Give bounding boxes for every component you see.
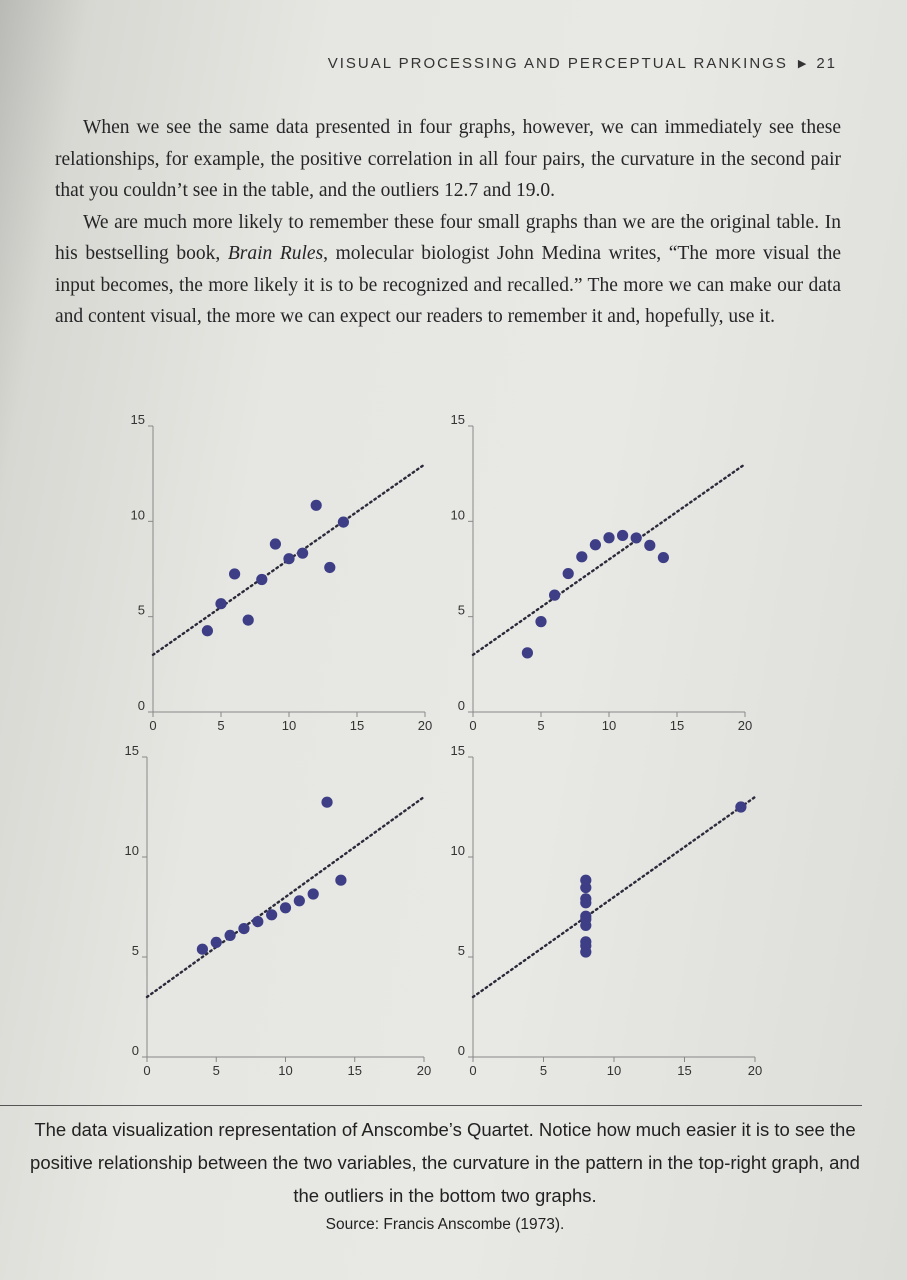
data-point <box>338 516 349 527</box>
scatter-plots-grid <box>115 412 775 1092</box>
data-point <box>658 552 669 563</box>
x-tick-label: 10 <box>601 718 617 733</box>
play-arrow-icon: ▶ <box>797 58 807 70</box>
y-tick-label: 5 <box>137 602 145 618</box>
y-tick-label: 15 <box>124 743 139 758</box>
x-tick-label: 5 <box>539 1063 548 1078</box>
data-point <box>603 532 614 543</box>
x-tick-label: 15 <box>347 1063 362 1078</box>
data-point <box>580 882 591 893</box>
x-tick-label: 5 <box>217 718 225 733</box>
data-point <box>311 500 322 511</box>
data-point <box>297 548 308 559</box>
data-point <box>197 944 208 955</box>
running-header <box>328 55 837 72</box>
data-point <box>535 616 546 627</box>
data-point <box>644 540 655 551</box>
y-tick-label: 10 <box>450 843 465 858</box>
data-point <box>321 797 332 808</box>
data-point <box>243 614 254 625</box>
data-point <box>238 923 249 934</box>
y-tick-label: 10 <box>130 507 145 523</box>
data-point <box>563 568 574 579</box>
page-number: 21 <box>816 55 837 72</box>
data-point <box>211 937 222 948</box>
y-tick-label: 0 <box>137 698 145 713</box>
data-point <box>215 598 226 609</box>
x-tick-label: 10 <box>281 718 297 733</box>
x-tick-label: 10 <box>278 1063 293 1078</box>
y-tick-label: 0 <box>131 1043 139 1058</box>
data-point <box>335 875 346 886</box>
y-tick-label: 10 <box>450 507 465 523</box>
y-tick-label: 15 <box>450 412 465 427</box>
data-point <box>735 801 746 812</box>
data-point <box>631 532 642 543</box>
scatter-plot-bottom-right <box>451 743 763 1078</box>
data-point <box>280 902 291 913</box>
data-point <box>202 625 213 636</box>
data-point <box>617 530 628 541</box>
data-point <box>580 914 591 925</box>
x-tick-label: 20 <box>417 718 433 733</box>
data-point <box>576 551 587 562</box>
y-tick-label: 5 <box>457 943 465 958</box>
y-tick-label: 10 <box>124 843 139 858</box>
trend-line <box>473 797 755 997</box>
body-text <box>55 112 841 333</box>
data-point <box>294 895 305 906</box>
caption-source: Source: Francis Anscombe (1973). <box>325 1216 565 1233</box>
paragraph-2 <box>55 207 841 333</box>
data-point <box>252 916 263 927</box>
x-tick-label: 10 <box>606 1063 622 1078</box>
y-tick-label: 15 <box>130 412 145 427</box>
x-tick-label: 0 <box>143 1063 151 1078</box>
running-title: VISUAL PROCESSING AND PERCEPTUAL RANKINGS <box>327 55 788 72</box>
data-point <box>266 909 277 920</box>
data-point <box>580 893 591 904</box>
anscombe-quartet-figure <box>115 412 775 1097</box>
x-tick-label: 15 <box>669 718 685 733</box>
x-tick-label: 15 <box>677 1063 692 1078</box>
data-point <box>522 647 533 658</box>
scatter-plot-bottom-left <box>125 743 432 1078</box>
data-point <box>580 940 591 951</box>
data-point <box>270 538 281 549</box>
y-tick-label: 5 <box>457 602 465 618</box>
x-tick-label: 5 <box>537 718 545 733</box>
data-point <box>283 553 294 564</box>
trend-line <box>473 464 745 655</box>
data-point <box>225 930 236 941</box>
x-tick-label: 20 <box>416 1063 432 1078</box>
paragraph-2-start: We are much more likely to remember these four small graphs than we are the original table. In his bestselling book, <box>55 211 841 264</box>
x-tick-label: 15 <box>349 718 365 733</box>
x-tick-label: 5 <box>212 1063 220 1078</box>
x-tick-label: 0 <box>469 718 477 733</box>
data-point <box>590 539 601 550</box>
x-tick-label: 0 <box>149 718 157 733</box>
y-tick-label: 0 <box>457 698 465 713</box>
y-tick-label: 15 <box>450 743 465 758</box>
y-tick-label: 0 <box>457 1043 465 1058</box>
book-title: Brain Rules <box>227 243 324 264</box>
data-point <box>256 574 267 585</box>
data-point <box>549 590 560 601</box>
trend-line <box>147 797 424 997</box>
scatter-plot-top-left <box>131 412 433 733</box>
figure-caption <box>30 1113 860 1238</box>
paragraph-1: When we see the same data presented in four graphs, however, we can immediately see these relationships, for example, the positive correlation in all four pairs, the curvature in the second pair that you couldn’t see in the table, and the outliers 12.7 and 19.0. <box>55 117 841 201</box>
paragraph-2-end: , molecular biologist John Medina writes, “The more visual the input becomes, the more likely it is to be recognized and recalled.” The more we can make our data and content visual, the more we can expect our readers to remember it and, hopefully, use it. <box>55 243 841 327</box>
x-tick-label: 20 <box>737 718 753 733</box>
scatter-plot-top-right <box>451 412 753 733</box>
y-tick-label: 5 <box>131 943 139 958</box>
data-point <box>229 568 240 579</box>
data-point <box>324 562 335 573</box>
x-tick-label: 0 <box>469 1063 477 1078</box>
caption-text: The data visualization representation of Anscombe’s Quartet. Notice how much easier it is to see the positive relationship between the two variables, the curvature in the pattern in the top-right graph, and the outliers in the bottom two graphs. <box>30 1119 860 1206</box>
caption-divider <box>0 1105 862 1106</box>
x-tick-label: 20 <box>747 1063 763 1078</box>
data-point <box>308 888 319 899</box>
